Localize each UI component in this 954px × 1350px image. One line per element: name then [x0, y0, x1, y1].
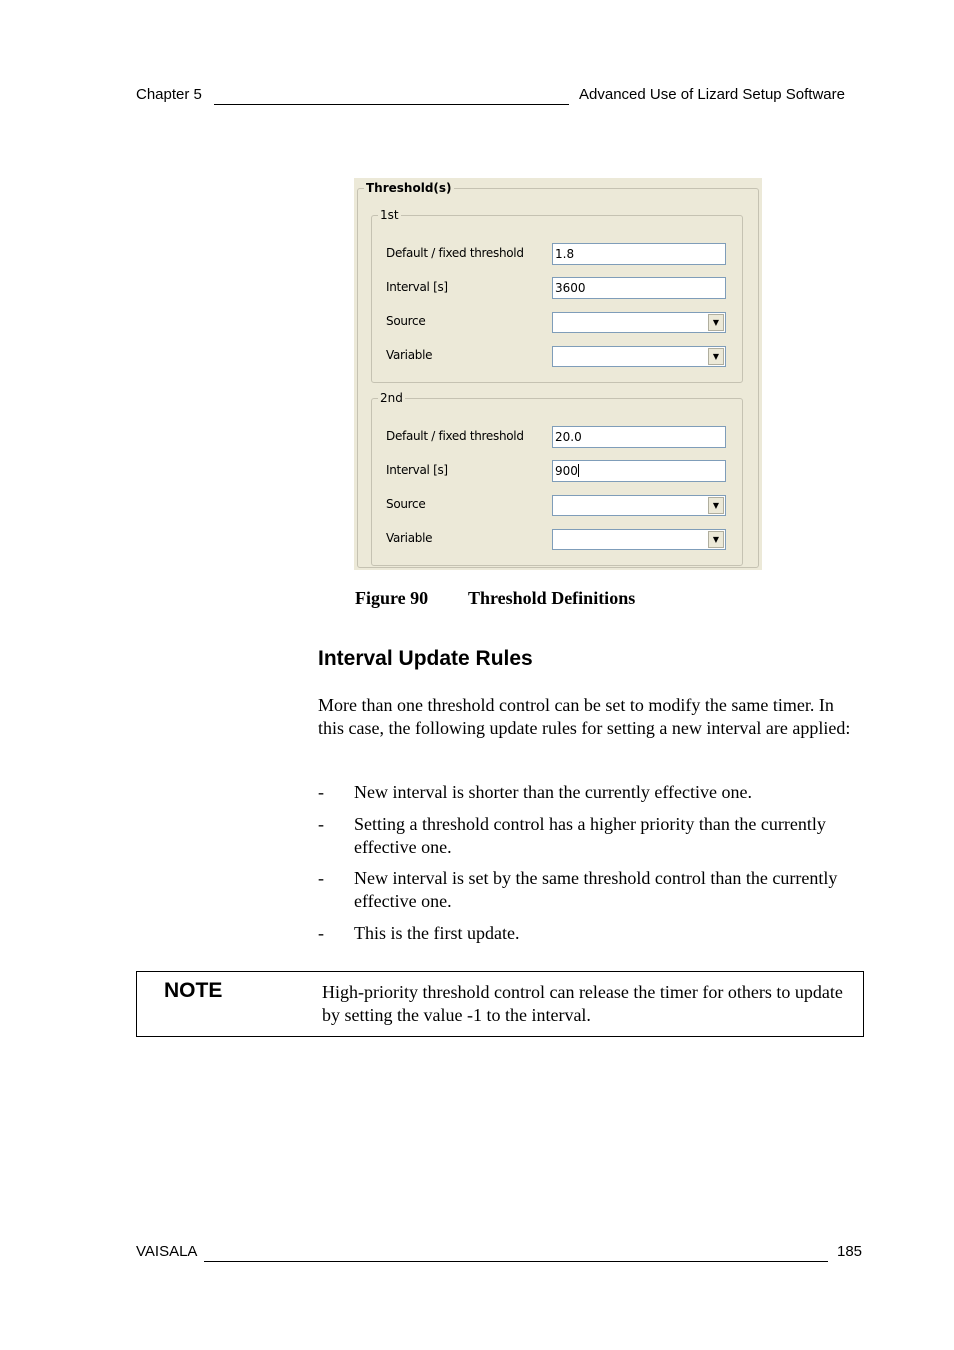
- footer-company: VAISALA: [136, 1243, 198, 1260]
- chevron-down-icon[interactable]: ▼: [708, 531, 724, 548]
- bullet-text: Setting a threshold control has a higher priority than the currently effective one.: [354, 814, 826, 857]
- section-heading: Interval Update Rules: [318, 647, 533, 670]
- first-group-title: 1st: [380, 208, 399, 222]
- first-source-select[interactable]: [552, 312, 726, 333]
- note-label: NOTE: [164, 979, 223, 1002]
- first-threshold-group: [371, 208, 743, 383]
- bullet-marker: -: [318, 923, 324, 943]
- first-threshold-label: Default / fixed threshold: [386, 246, 524, 260]
- thresholds-group-title: Threshold(s): [366, 181, 452, 195]
- header-chapter: Chapter 5: [136, 86, 202, 103]
- first-variable-select[interactable]: [552, 346, 726, 367]
- chevron-down-icon[interactable]: ▼: [708, 497, 724, 514]
- note-box: [136, 971, 864, 1037]
- second-threshold-input[interactable]: 20.0: [552, 426, 726, 448]
- first-source-label: Source: [386, 314, 426, 328]
- second-variable-select[interactable]: [552, 529, 726, 550]
- text-caret: [578, 464, 579, 477]
- second-group-title: 2nd: [380, 391, 403, 405]
- second-source-label: Source: [386, 497, 426, 511]
- second-variable-label: Variable: [386, 531, 433, 545]
- bullet-marker: -: [318, 782, 324, 802]
- figure-number: Figure 90: [355, 588, 429, 608]
- second-source-select[interactable]: [552, 495, 726, 516]
- second-interval-input[interactable]: [552, 460, 726, 482]
- chevron-down-icon[interactable]: ▼: [708, 348, 724, 365]
- bullet-text: New interval is shorter than the currently effective one.: [354, 782, 753, 802]
- header-rule: [214, 104, 569, 105]
- first-variable-label: Variable: [386, 348, 433, 362]
- second-interval-label: Interval [s]: [386, 463, 448, 477]
- footer-rule: [204, 1261, 828, 1262]
- chevron-down-icon[interactable]: ▼: [708, 314, 724, 331]
- first-interval-input[interactable]: 3600: [552, 277, 726, 299]
- bullet-marker: -: [318, 814, 324, 834]
- first-interval-label: Interval [s]: [386, 280, 448, 294]
- bullet-text: New interval is set by the same threshold control than the currently effective one.: [354, 868, 838, 911]
- page-number: 185: [837, 1243, 863, 1260]
- bullet-text: This is the first update.: [354, 923, 520, 943]
- header-title: Advanced Use of Lizard Setup Software: [579, 86, 845, 103]
- second-threshold-label: Default / fixed threshold: [386, 429, 524, 443]
- section-intro: More than one threshold control can be set to modify the same timer. In this case, the following update rules for setting a new interval are applied:: [318, 695, 851, 738]
- second-threshold-group: [371, 391, 743, 566]
- threshold-dialog: [354, 178, 762, 570]
- figure-title: Threshold Definitions: [468, 588, 636, 608]
- second-interval-value: 900: [555, 464, 578, 478]
- bullet-marker: -: [318, 868, 324, 888]
- first-threshold-input[interactable]: 1.8: [552, 243, 726, 265]
- note-text: High-priority threshold control can release the timer for others to update by setting the value -1 to the interval.: [322, 982, 843, 1025]
